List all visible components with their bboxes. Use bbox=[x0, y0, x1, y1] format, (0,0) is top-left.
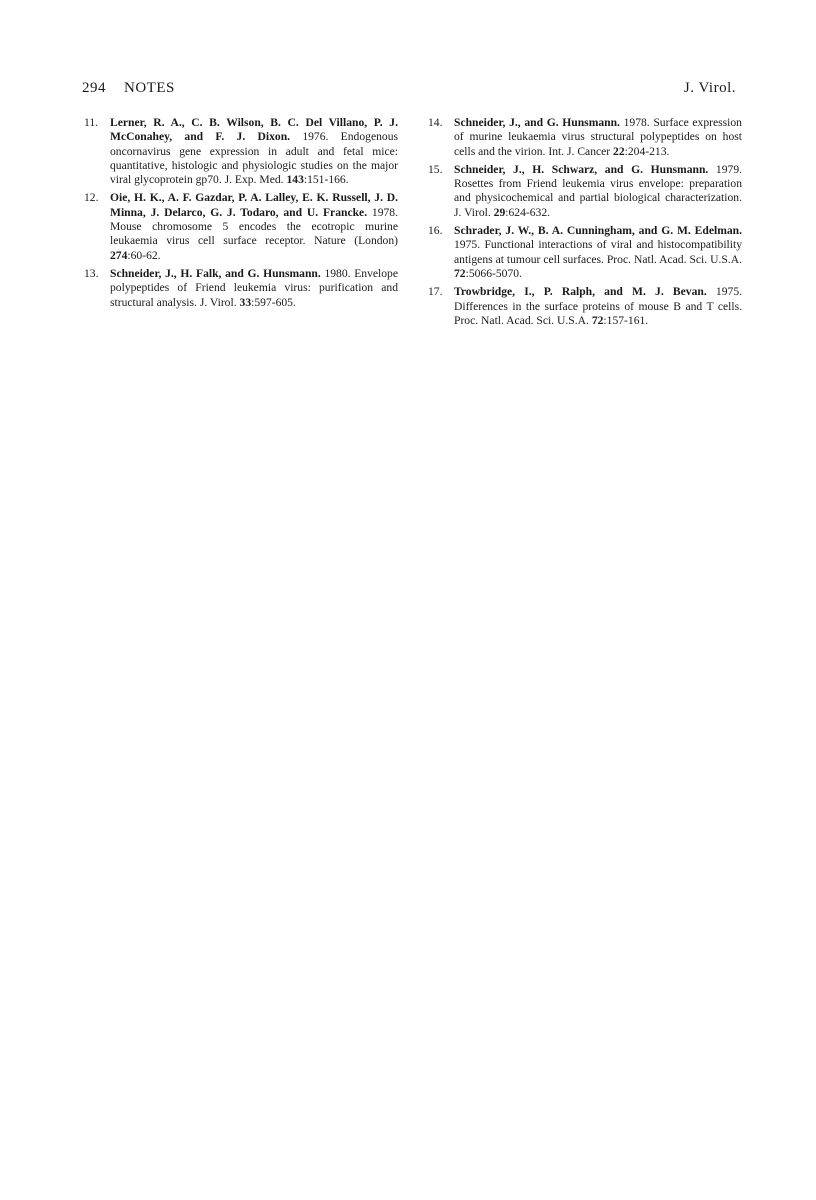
reference-text: 1979. Rosettes from Friend leukemia virus envelope: preparation and physicochemical and partial biological characterization. J. Virol. bbox=[454, 162, 743, 219]
reference-pages: :60-62. bbox=[127, 248, 161, 262]
reference-item bbox=[82, 267, 398, 310]
reference-column-right bbox=[426, 116, 742, 332]
reference-number: 14. bbox=[428, 116, 443, 129]
reference-volume: 72 bbox=[591, 313, 604, 327]
reference-number: 12. bbox=[84, 191, 99, 205]
reference-column-left bbox=[82, 116, 398, 314]
reference-pages: :597-605. bbox=[251, 295, 296, 309]
reference-number: 16. bbox=[428, 224, 443, 238]
reference-number: 15. bbox=[428, 162, 443, 176]
reference-authors: Oie, H. K., A. F. Gazdar, P. A. Lalley, E. K. Russell, J. D. Minna, J. Delarco, G. J. Todaro, and U. Francke. bbox=[110, 191, 398, 219]
reference-authors: Schneider, J., and G. Hunsmann. bbox=[454, 116, 620, 129]
reference-authors: Schneider, J., H. Falk, and G. Hunsmann. bbox=[110, 266, 321, 280]
reference-authors: Lerner, R. A., C. B. Wilson, B. C. Del Villano, P. J. McConahey, and F. J. Dixon. bbox=[110, 116, 398, 144]
reference-text: 1975. Differences in the surface proteins of mouse B and T cells. Proc. Natl. Acad. Sci. U.S.A. bbox=[454, 285, 743, 327]
reference-volume: 143 bbox=[286, 173, 304, 187]
reference-item bbox=[426, 116, 742, 159]
reference-text: 1975. Functional interactions of viral and histocompatibility antigens at tumour cell surfaces. Proc. Natl. Acad. Sci. U.S.A. bbox=[454, 238, 742, 266]
reference-number: 13. bbox=[84, 266, 99, 280]
section-label: NOTES bbox=[124, 80, 175, 96]
reference-volume: 72 bbox=[454, 266, 466, 280]
reference-volume: 29 bbox=[493, 205, 506, 219]
reference-pages: :151-166. bbox=[303, 173, 349, 187]
reference-pages: :204-213. bbox=[624, 144, 670, 158]
reference-pages: :5066-5070. bbox=[465, 266, 522, 280]
page-number: 294 bbox=[82, 80, 106, 96]
reference-authors: Schneider, J., H. Schwarz, and G. Hunsmann. bbox=[454, 162, 709, 176]
reference-item bbox=[426, 224, 742, 281]
reference-text: 1978. Mouse chromosome 5 encodes the ecotropic murine leukaemia virus cell surface receptor. Nature (London) bbox=[110, 205, 398, 248]
reference-authors: Schrader, J. W., B. A. Cunningham, and G. M. Edelman. bbox=[454, 224, 742, 238]
journal-abbreviation: J. Virol. bbox=[683, 80, 736, 96]
reference-volume: 22 bbox=[613, 144, 625, 158]
reference-item bbox=[82, 116, 398, 187]
reference-item bbox=[82, 191, 398, 262]
reference-volume: 33 bbox=[239, 295, 252, 309]
reference-text: 1978. Surface expression of murine leukaemia virus structural polypeptides on host cells and the virion. Int. J. Cancer bbox=[454, 116, 742, 158]
reference-number: 11. bbox=[84, 116, 99, 129]
reference-pages: :624-632. bbox=[505, 205, 551, 219]
reference-text: 1980. Envelope polypeptides of Friend leukemia virus: purification and structural analysis. J. Virol. bbox=[110, 266, 398, 309]
reference-item bbox=[426, 163, 742, 220]
reference-authors: Trowbridge, I., P. Ralph, and M. J. Bevan. bbox=[454, 285, 707, 299]
running-header bbox=[82, 80, 736, 102]
reference-volume: 274 bbox=[110, 248, 128, 262]
reference-pages: :157-161. bbox=[603, 313, 649, 327]
reference-item bbox=[426, 285, 742, 328]
reference-text: 1976. Endogenous oncornavirus gene expression in adult and fetal mice: quantitative, histologic and physiologic studies on the major viral glycoprotein gp70. J. Exp. Med. bbox=[110, 130, 398, 187]
reference-number: 17. bbox=[428, 285, 443, 299]
